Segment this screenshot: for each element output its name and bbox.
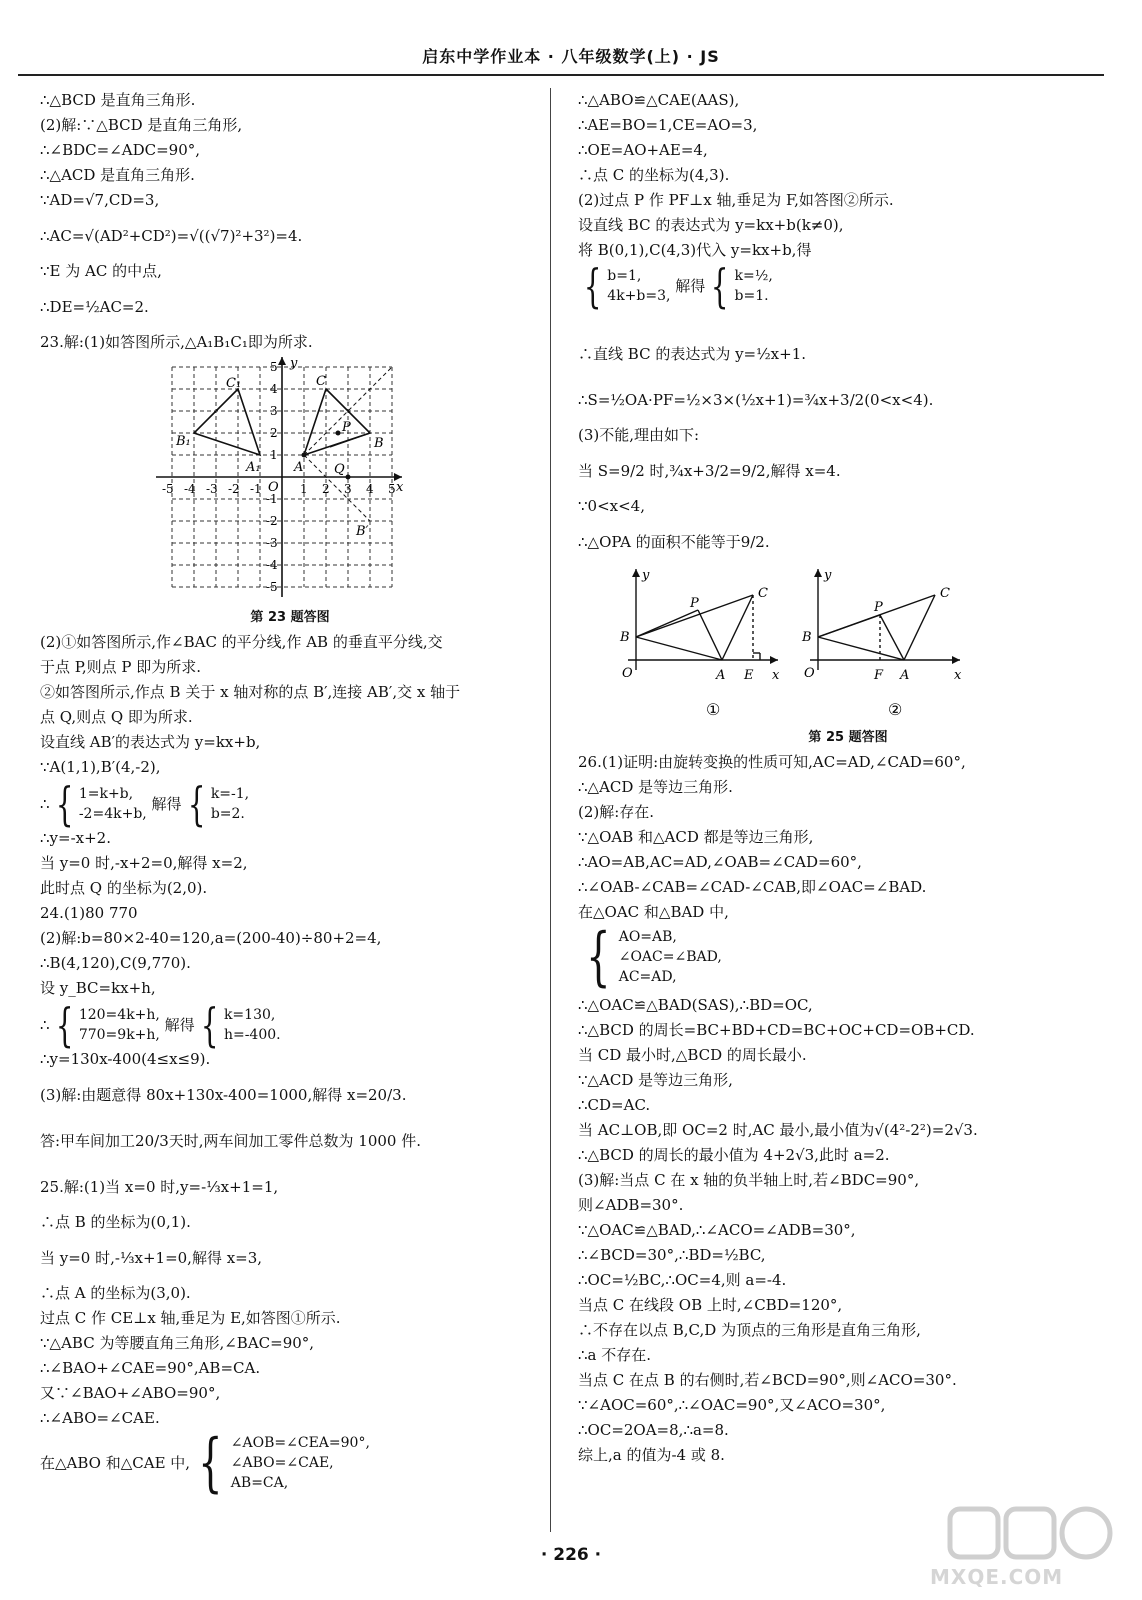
text-line: ∵△ACD 是等边三角形, bbox=[578, 1071, 733, 1089]
text-line: ∴∠BAO+∠CAE=90°,AB=CA. bbox=[40, 1359, 261, 1377]
label-b1: B₁ bbox=[176, 434, 191, 449]
text-line: ∴AC=√(AD²+CD²)=√((√7)²+3²)=4. bbox=[40, 227, 303, 245]
text-line: 当 AC⊥OB,即 OC=2 时,AC 最小,最小值为√(4²-2²)=2√3. bbox=[578, 1121, 978, 1139]
solution: h=-400. bbox=[223, 1027, 281, 1043]
x-axis-label: x bbox=[396, 480, 404, 495]
text-line: 当 CD 最小时,△BCD 的周长最小. bbox=[578, 1046, 807, 1064]
label-o: O bbox=[804, 666, 815, 681]
text-line: ∴△OAC≌△BAD(SAS),∴BD=OC, bbox=[578, 996, 813, 1014]
text-line: ∵△ABC 为等腰直角三角形,∠BAC=90°, bbox=[40, 1334, 315, 1352]
text-line: ∵∠AOC=60°,∴∠OAC=90°,又∠ACO=30°, bbox=[578, 1396, 886, 1414]
tick-label: 1 bbox=[300, 482, 308, 496]
text-line: ∴B(4,120),C(9,770). bbox=[40, 954, 191, 972]
label-e: E bbox=[744, 668, 754, 683]
tick-label: 3 bbox=[344, 482, 352, 496]
tick-label: -4 bbox=[266, 558, 278, 572]
text-line: ∴OE=AO+AE=4, bbox=[578, 141, 708, 159]
solution: b=2. bbox=[210, 806, 245, 822]
text-line: ∵△OAC≌△BAD,∴∠ACO=∠ADB=30°, bbox=[578, 1221, 856, 1239]
condition: ∠AOB=∠CEA=90°, bbox=[230, 1435, 370, 1451]
solve-label: 解得 bbox=[151, 795, 182, 813]
text-line: ∴△ACD 是直角三角形. bbox=[40, 166, 195, 184]
text-line: 此时点 Q 的坐标为(2,0). bbox=[40, 879, 208, 897]
label-x: x bbox=[772, 668, 780, 683]
text-line: ∴y=-x+2. bbox=[40, 829, 111, 847]
brace-icon: { bbox=[711, 259, 729, 313]
figure-label-1: ① bbox=[706, 700, 721, 719]
x-tick-labels bbox=[162, 482, 396, 496]
text-line: ∴△BCD 的周长的最小值为 4+2√3,此时 a=2. bbox=[578, 1146, 890, 1164]
label-o: O bbox=[622, 666, 633, 681]
condition: ∠OAC=∠BAD, bbox=[618, 949, 722, 965]
text-line: ∴OC=2OA=8,∴a=8. bbox=[578, 1421, 729, 1439]
condition: AB=CA, bbox=[230, 1475, 289, 1491]
text-line: ∴∠BDC=∠ADC=90°, bbox=[40, 141, 201, 159]
tick-label: -5 bbox=[266, 580, 278, 594]
equation-system bbox=[578, 259, 1118, 331]
text-line: ∴∠OAB-∠CAB=∠CAD-∠CAB,即∠OAC=∠BAD. bbox=[578, 878, 927, 896]
solve-label: 解得 bbox=[675, 276, 706, 295]
right-column bbox=[578, 88, 1118, 1468]
solution: k=-1, bbox=[210, 786, 250, 802]
figure-25-2 bbox=[810, 569, 960, 670]
text-line: ∵△OAB 和△ACD 都是等边三角形, bbox=[578, 828, 814, 846]
text-line: ∴AE=BO=1,CE=AO=3, bbox=[578, 116, 758, 134]
label-a1: A₁ bbox=[246, 460, 261, 475]
text-lead: 在△ABO 和△CAE 中, bbox=[40, 1453, 191, 1472]
solution: b=1. bbox=[734, 288, 769, 304]
figure-25 bbox=[578, 565, 1118, 725]
label-a: A bbox=[716, 668, 726, 683]
label-p: P bbox=[690, 596, 699, 611]
tick-label: -1 bbox=[266, 492, 278, 506]
text-line: ∴OC=½BC,∴OC=4,则 a=-4. bbox=[578, 1271, 787, 1289]
text-line: 当 y=0 时,-⅓x+1=0,解得 x=3, bbox=[40, 1249, 263, 1267]
text-line: (2)解:b=80×2-40=120,a=(200-40)÷80+2=4, bbox=[40, 929, 382, 947]
therefore-sign: ∴ bbox=[40, 795, 50, 813]
equation-system bbox=[40, 998, 540, 1052]
tick-label: 4 bbox=[270, 382, 278, 396]
equation: 120=4k+h, bbox=[78, 1007, 160, 1023]
question-25: 25.解:(1)当 x=0 时,y=-⅓x+1=1, bbox=[40, 1178, 279, 1196]
tick-label: 5 bbox=[270, 360, 278, 374]
label-y: y bbox=[824, 568, 832, 583]
label-y: y bbox=[642, 568, 650, 583]
text-line: ∴△BCD 的周长=BC+BD+CD=BC+OC+CD=OB+CD. bbox=[578, 1021, 975, 1039]
label-c: C bbox=[758, 586, 768, 601]
label-q: Q bbox=[334, 462, 345, 477]
page-header: 启东中学作业本 · 八年级数学(上) · JS bbox=[422, 47, 720, 66]
point-a bbox=[302, 453, 307, 458]
text-line: (3)解:由题意得 80x+130x-400=1000,解得 x=20/3. bbox=[40, 1086, 407, 1104]
question-26: 26.(1)证明:由旋转变换的性质可知,AC=AD,∠CAD=60°, bbox=[578, 753, 966, 771]
label-c1: C₁ bbox=[226, 376, 242, 391]
triangle-a1b1c1 bbox=[194, 389, 260, 455]
tick-label: -3 bbox=[206, 482, 218, 496]
text-line: (2)解:存在. bbox=[578, 803, 655, 821]
text-line: 点 Q,则点 Q 即为所求. bbox=[40, 708, 193, 726]
brace-icon: { bbox=[55, 998, 73, 1052]
tick-label: -5 bbox=[162, 482, 174, 496]
congruence-conditions bbox=[40, 1426, 540, 1500]
label-a: A bbox=[900, 668, 910, 683]
text-line: 将 B(0,1),C(4,3)代入 y=kx+b,得 bbox=[578, 241, 812, 259]
watermark-logo-icon bbox=[930, 1505, 1130, 1565]
label-b: B bbox=[620, 630, 630, 645]
text-line: 在△OAC 和△BAD 中, bbox=[578, 903, 729, 921]
equation: b=1, bbox=[607, 268, 642, 284]
brace-icon: { bbox=[200, 998, 219, 1052]
text-line: ∴点 C 的坐标为(4,3). bbox=[578, 166, 730, 184]
text-line: (2)解:∵△BCD 是直角三角形, bbox=[40, 116, 243, 134]
label-b-prime: B′ bbox=[356, 524, 369, 539]
text-line: ∴∠ABO=∠CAE. bbox=[40, 1409, 160, 1427]
equation-system bbox=[40, 777, 540, 831]
text-line: ②如答图所示,作点 B 关于 x 轴对称的点 B′,连接 AB′,交 x 轴于 bbox=[40, 683, 461, 701]
text-line: 综上,a 的值为-4 或 8. bbox=[578, 1446, 725, 1464]
label-b: B bbox=[802, 630, 812, 645]
text-line: 当点 C 在点 B 的右侧时,若∠BCD=90°,则∠ACO=30°. bbox=[578, 1371, 957, 1389]
solution: k=130, bbox=[223, 1007, 276, 1023]
text-line: ∴不存在以点 B,C,D 为顶点的三角形是直角三角形, bbox=[578, 1321, 921, 1339]
text-line: ∴a 不存在. bbox=[578, 1346, 652, 1364]
label-b: B bbox=[374, 436, 384, 451]
text-line: (3)不能,理由如下: bbox=[578, 426, 700, 444]
solution: k=½, bbox=[734, 268, 773, 284]
tick-label: 1 bbox=[270, 448, 278, 462]
figure-25-1 bbox=[628, 569, 778, 670]
equation: 4k+b=3, bbox=[607, 288, 671, 304]
text-line: ∵AD=√7,CD=3, bbox=[40, 191, 160, 209]
text-line: ∵E 为 AC 的中点, bbox=[40, 262, 162, 280]
condition: AC=AD, bbox=[618, 969, 677, 985]
question-24: 24.(1)80 770 bbox=[40, 904, 138, 922]
question-23: 23.解:(1)如答图所示,△A₁B₁C₁即为所求. bbox=[40, 333, 313, 351]
text-line: 过点 C 作 CE⊥x 轴,垂足为 E,如答图①所示. bbox=[40, 1309, 341, 1327]
axes bbox=[156, 357, 402, 597]
tick-label: -2 bbox=[266, 514, 278, 528]
text-line: ∴S=½OA·PF=½×3×(½x+1)=¾x+3/2(0<x<4). bbox=[578, 391, 934, 409]
label-p: P bbox=[342, 420, 351, 435]
text-line: 于点 P,则点 P 即为所求. bbox=[40, 658, 201, 676]
text-line: 则∠ADB=30°. bbox=[578, 1196, 684, 1214]
text-line: 设直线 BC 的表达式为 y=kx+b(k≠0), bbox=[578, 216, 844, 234]
text-line: ∴点 B 的坐标为(0,1). bbox=[40, 1213, 191, 1231]
tick-label: 5 bbox=[388, 482, 396, 496]
equation: -2=4k+b, bbox=[78, 806, 147, 822]
text-line: ∴AO=AB,AC=AD,∠OAB=∠CAD=60°, bbox=[578, 853, 862, 871]
figure-25-caption: 第 25 题答图 bbox=[808, 730, 888, 745]
text-line: 设 y_BC=kx+h, bbox=[40, 979, 156, 997]
figure-label-2: ② bbox=[888, 700, 903, 719]
text-line: ∵A(1,1),B′(4,-2), bbox=[40, 758, 161, 776]
text-line: 当 S=9/2 时,¾x+3/2=9/2,解得 x=4. bbox=[578, 462, 841, 480]
brace-icon: { bbox=[55, 777, 73, 831]
watermark bbox=[930, 1505, 1130, 1595]
condition: ∠ABO=∠CAE, bbox=[230, 1455, 334, 1471]
text-line: ∴△BCD 是直角三角形. bbox=[40, 91, 196, 109]
tick-label: -2 bbox=[228, 482, 240, 496]
point-p bbox=[336, 431, 341, 436]
congruence-conditions bbox=[578, 920, 1118, 994]
label-c: C bbox=[940, 586, 950, 601]
header-rule bbox=[18, 74, 1104, 76]
text-line: ∴点 A 的坐标为(3,0). bbox=[40, 1284, 191, 1302]
left-column bbox=[40, 88, 540, 1499]
brace-icon: { bbox=[586, 920, 611, 994]
label-f: F bbox=[874, 668, 884, 683]
text-line: ∵0<x<4, bbox=[578, 497, 645, 515]
tick-label: -3 bbox=[266, 536, 278, 550]
tick-label: 2 bbox=[322, 482, 330, 496]
label-x: x bbox=[954, 668, 962, 683]
text-line: 答:甲车间加工20/3天时,两车间加工零件总数为 1000 件. bbox=[40, 1132, 421, 1150]
brace-icon: { bbox=[583, 259, 602, 313]
text-line: ∴△ACD 是等边三角形. bbox=[578, 778, 733, 796]
text-line: ∴△OPA 的面积不能等于9/2. bbox=[578, 533, 770, 551]
tick-label: -4 bbox=[184, 482, 196, 496]
column-divider bbox=[550, 88, 551, 1532]
y-axis-label: y bbox=[290, 356, 298, 371]
text-line: (2)过点 P 作 PF⊥x 轴,垂足为 F,如答图②所示. bbox=[578, 191, 894, 209]
text-line: ∴直线 BC 的表达式为 y=½x+1. bbox=[578, 345, 807, 363]
solve-label: 解得 bbox=[164, 1016, 195, 1034]
text-line: ∴y=130x-400(4≤x≤9). bbox=[40, 1050, 211, 1068]
watermark-text: MXQE.COM bbox=[930, 1565, 1064, 1589]
text-line: (3)解:当点 C 在 x 轴的负半轴上时,若∠BDC=90°, bbox=[578, 1171, 920, 1189]
text-line: 又∵∠BAO+∠ABO=90°, bbox=[40, 1384, 221, 1402]
origin-label: O bbox=[268, 480, 279, 495]
text-line: ∴∠BCD=30°,∴BD=½BC, bbox=[578, 1246, 766, 1264]
tick-label: -1 bbox=[250, 482, 262, 496]
tick-label: 3 bbox=[270, 404, 278, 418]
text-line: 当点 C 在线段 OB 上时,∠CBD=120°, bbox=[578, 1296, 843, 1314]
text-line: 当 y=0 时,-x+2=0,解得 x=2, bbox=[40, 854, 248, 872]
brace-icon: { bbox=[187, 777, 205, 831]
figure-23-caption: 第 23 题答图 bbox=[250, 610, 330, 625]
label-c: C bbox=[316, 374, 326, 389]
equation: 770=9k+h, bbox=[78, 1027, 160, 1043]
text-line: 设直线 AB′的表达式为 y=kx+b, bbox=[40, 733, 261, 751]
tick-label: 2 bbox=[270, 426, 278, 440]
equation: 1=k+b, bbox=[78, 786, 134, 802]
label-a: A bbox=[294, 460, 304, 475]
perp-bisector-line bbox=[330, 433, 370, 447]
point-q bbox=[346, 475, 351, 480]
label-p: P bbox=[874, 600, 883, 615]
page-number: · 226 · bbox=[540, 1545, 602, 1565]
text-line: ∴CD=AC. bbox=[578, 1096, 651, 1114]
text-line: ∴△ABO≌△CAE(AAS), bbox=[578, 91, 740, 109]
therefore-sign: ∴ bbox=[40, 1016, 50, 1034]
text-line: (2)①如答图所示,作∠BAC 的平分线,作 AB 的垂直平分线,交 bbox=[40, 633, 443, 651]
condition: AO=AB, bbox=[618, 929, 677, 945]
figure-23 bbox=[40, 355, 540, 605]
tick-label: 4 bbox=[366, 482, 374, 496]
brace-icon: { bbox=[198, 1426, 223, 1500]
text-line: ∴DE=½AC=2. bbox=[40, 298, 149, 316]
